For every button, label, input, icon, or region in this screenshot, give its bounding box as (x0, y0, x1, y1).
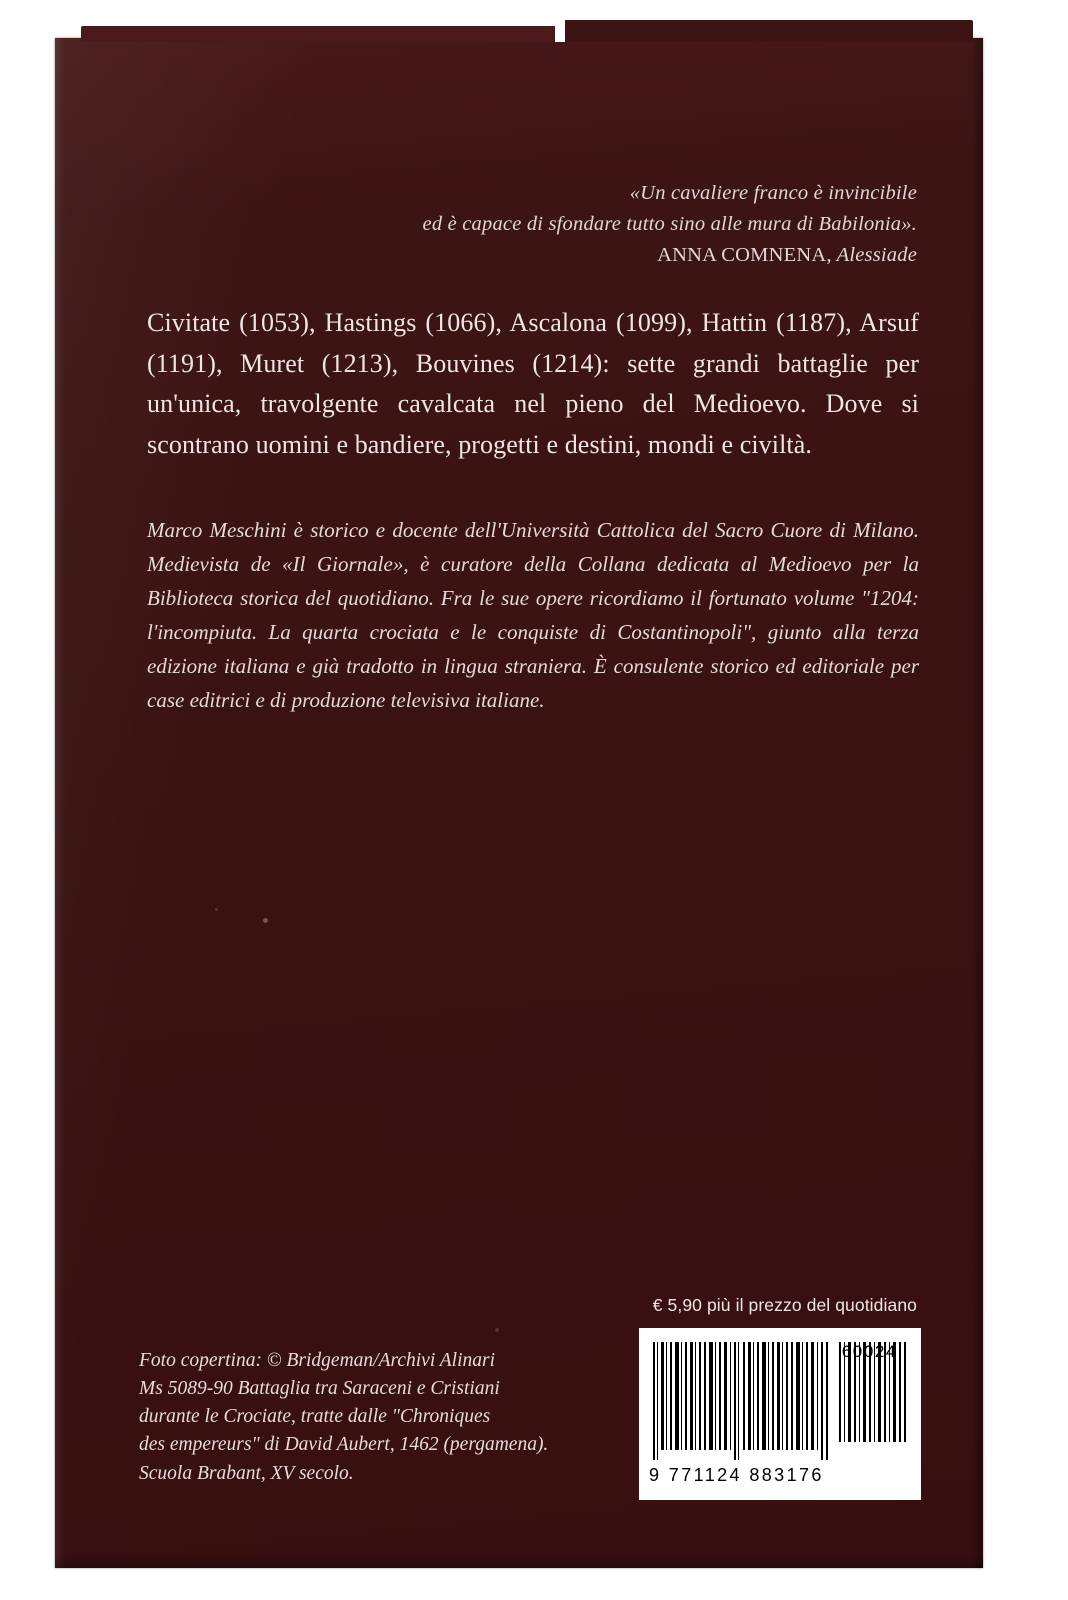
barcode-ean-digits: 9 771124 883176 (649, 1465, 824, 1485)
blurb-text: Civitate (1053), Hastings (1066), Ascalona (1099), Hattin (1187), Arsuf (1191), Muret (1213), Bouvines (1214): sette grandi battaglie per un'unica, travolgente cavalcata nel pieno del Medioevo. Dove si scontrano uomini e bandiere, progetti e destini, mondi e civiltà. (147, 308, 919, 459)
epigraph-line-1: «Un cavaliere franco è invincibile (629, 182, 917, 204)
price-label: € 5,90 più il prezzo del quotidiano (652, 1295, 917, 1315)
barcode-block (639, 1328, 921, 1500)
epigraph-attribution (297, 240, 917, 271)
cover-speck (215, 908, 218, 911)
epigraph-block (297, 178, 917, 271)
epigraph-work: Alessiade (836, 244, 917, 267)
barcode-addon-digits: 60024 (841, 1342, 897, 1361)
photo-credit-line-3: durante le Crociate, tratte dalle "Chroniques (139, 1406, 491, 1428)
photo-credit-line-1: Foto copertina: © Bridgeman/Archivi Alinari (139, 1349, 496, 1371)
photo-credit-line-4: des empereurs" di David Aubert, 1462 (pergamena). (139, 1434, 549, 1456)
photo-credit-line-5: Scuola Brabant, XV secolo. (139, 1462, 354, 1484)
cover-speck (495, 1328, 499, 1332)
author-bio-text: Marco Meschini è storico e docente dell'Università Cattolica del Sacro Cuore di Milano. Medievista de «Il Giornale», è curatore della Collana dedicata al Medioevo per la Biblioteca storica del quotidiano. Fra le sue opere ricordiamo il fortunato volume "1204: l'incompiuta. La quarta crociata e le conquiste di Costantinopoli", giunto alla terza edizione italiana e già tradotto in lingua straniera. È consulente storico ed editoriale per case editrici e di produzione televisiva italiane. (147, 518, 919, 713)
epigraph-line-2: ed è capace di sfondare tutto sino alle mura di Babilonia». (422, 213, 917, 236)
barcode-ean (651, 1342, 833, 1460)
barcode-ean-bars (651, 1342, 833, 1460)
barcode-addon (837, 1342, 909, 1442)
book-back-cover (55, 38, 983, 1568)
photo-credit-block (139, 1347, 659, 1488)
photo-credit-line-2: Ms 5089-90 Battaglia tra Saraceni e Cristiani (139, 1377, 500, 1399)
cover-speck (263, 918, 268, 923)
cover-content (55, 38, 983, 1568)
epigraph-author: ANNA COMNENA, (657, 244, 832, 267)
